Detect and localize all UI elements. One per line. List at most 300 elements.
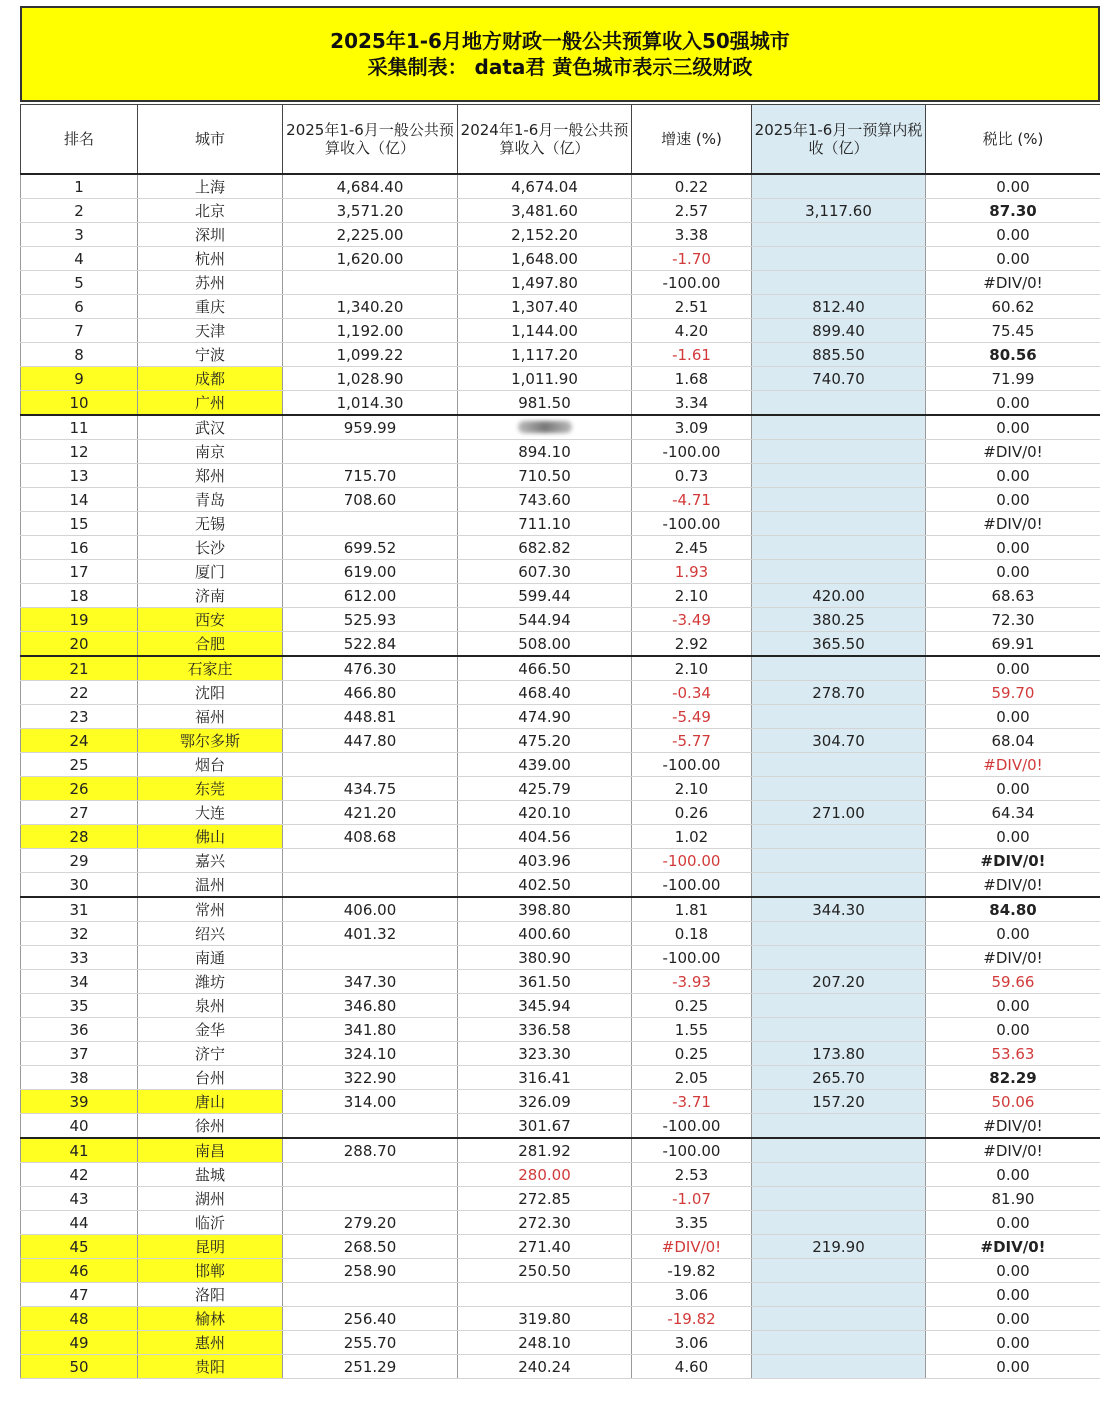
cell-revenue-2025[interactable] bbox=[283, 873, 458, 898]
cell-revenue-2025[interactable] bbox=[283, 1114, 458, 1139]
cell-rank[interactable]: 45 bbox=[21, 1235, 138, 1259]
cell-tax-2025[interactable] bbox=[752, 849, 926, 873]
cell-city[interactable]: 南昌 bbox=[138, 1138, 283, 1163]
cell-revenue-2025[interactable]: 421.20 bbox=[283, 801, 458, 825]
cell-tax-ratio[interactable]: 87.30 bbox=[926, 199, 1101, 223]
cell-revenue-2024[interactable]: 248.10 bbox=[458, 1331, 632, 1355]
cell-tax-ratio[interactable]: #DIV/0! bbox=[926, 512, 1101, 536]
cell-tax-2025[interactable] bbox=[752, 271, 926, 295]
cell-revenue-2024[interactable] bbox=[458, 1283, 632, 1307]
cell-city[interactable]: 南京 bbox=[138, 440, 283, 464]
cell-city[interactable]: 郑州 bbox=[138, 464, 283, 488]
cell-rank[interactable]: 46 bbox=[21, 1259, 138, 1283]
cell-revenue-2024[interactable]: 743.60 bbox=[458, 488, 632, 512]
cell-growth[interactable]: 3.09 bbox=[632, 415, 752, 440]
cell-revenue-2025[interactable]: 401.32 bbox=[283, 922, 458, 946]
cell-tax-2025[interactable] bbox=[752, 560, 926, 584]
cell-tax-ratio[interactable]: 60.62 bbox=[926, 295, 1101, 319]
cell-revenue-2025[interactable]: 522.84 bbox=[283, 632, 458, 657]
cell-revenue-2024[interactable]: 439.00 bbox=[458, 753, 632, 777]
cell-revenue-2024[interactable]: 272.85 bbox=[458, 1187, 632, 1211]
cell-city[interactable]: 佛山 bbox=[138, 825, 283, 849]
cell-growth[interactable]: -100.00 bbox=[632, 849, 752, 873]
cell-city[interactable]: 长沙 bbox=[138, 536, 283, 560]
cell-city[interactable]: 宁波 bbox=[138, 343, 283, 367]
cell-tax-ratio[interactable]: 0.00 bbox=[926, 1163, 1101, 1187]
cell-city[interactable]: 惠州 bbox=[138, 1331, 283, 1355]
cell-revenue-2024[interactable]: 468.40 bbox=[458, 681, 632, 705]
cell-rank[interactable]: 18 bbox=[21, 584, 138, 608]
cell-tax-2025[interactable]: 885.50 bbox=[752, 343, 926, 367]
cell-growth[interactable]: 0.25 bbox=[632, 1042, 752, 1066]
cell-tax-ratio[interactable]: 68.63 bbox=[926, 584, 1101, 608]
cell-growth[interactable]: 1.68 bbox=[632, 367, 752, 391]
cell-tax-ratio[interactable]: 59.66 bbox=[926, 970, 1101, 994]
cell-rank[interactable]: 43 bbox=[21, 1187, 138, 1211]
cell-tax-ratio[interactable]: 0.00 bbox=[926, 994, 1101, 1018]
cell-revenue-2025[interactable]: 279.20 bbox=[283, 1211, 458, 1235]
cell-revenue-2024[interactable]: 272.30 bbox=[458, 1211, 632, 1235]
cell-growth[interactable]: -19.82 bbox=[632, 1307, 752, 1331]
cell-revenue-2024[interactable]: 336.58 bbox=[458, 1018, 632, 1042]
cell-tax-ratio[interactable]: 69.91 bbox=[926, 632, 1101, 657]
cell-growth[interactable]: 3.35 bbox=[632, 1211, 752, 1235]
cell-tax-2025[interactable] bbox=[752, 705, 926, 729]
cell-tax-ratio[interactable]: #DIV/0! bbox=[926, 849, 1101, 873]
cell-city[interactable]: 青岛 bbox=[138, 488, 283, 512]
cell-city[interactable]: 温州 bbox=[138, 873, 283, 898]
cell-tax-2025[interactable] bbox=[752, 1331, 926, 1355]
cell-rank[interactable]: 48 bbox=[21, 1307, 138, 1331]
cell-revenue-2024[interactable]: 711.10 bbox=[458, 512, 632, 536]
cell-rank[interactable]: 38 bbox=[21, 1066, 138, 1090]
cell-revenue-2025[interactable]: 1,620.00 bbox=[283, 247, 458, 271]
cell-revenue-2024[interactable]: 981.50 bbox=[458, 391, 632, 416]
cell-tax-2025[interactable]: 420.00 bbox=[752, 584, 926, 608]
cell-rank[interactable]: 50 bbox=[21, 1355, 138, 1379]
cell-rank[interactable]: 23 bbox=[21, 705, 138, 729]
cell-rank[interactable]: 20 bbox=[21, 632, 138, 657]
cell-growth[interactable]: #DIV/0! bbox=[632, 1235, 752, 1259]
cell-tax-ratio[interactable]: 0.00 bbox=[926, 1283, 1101, 1307]
cell-rank[interactable]: 41 bbox=[21, 1138, 138, 1163]
cell-revenue-2025[interactable] bbox=[283, 1163, 458, 1187]
cell-revenue-2024[interactable]: 474.90 bbox=[458, 705, 632, 729]
cell-growth[interactable]: -100.00 bbox=[632, 512, 752, 536]
cell-city[interactable]: 盐城 bbox=[138, 1163, 283, 1187]
cell-tax-2025[interactable] bbox=[752, 994, 926, 1018]
cell-city[interactable]: 厦门 bbox=[138, 560, 283, 584]
cell-growth[interactable]: 0.26 bbox=[632, 801, 752, 825]
cell-growth[interactable]: -3.49 bbox=[632, 608, 752, 632]
cell-city[interactable]: 嘉兴 bbox=[138, 849, 283, 873]
cell-tax-ratio[interactable]: 72.30 bbox=[926, 608, 1101, 632]
cell-tax-ratio[interactable]: #DIV/0! bbox=[926, 271, 1101, 295]
cell-city[interactable]: 南通 bbox=[138, 946, 283, 970]
header-tax-2025[interactable]: 2025年1-6月一预算内税收（亿） bbox=[752, 105, 926, 175]
cell-growth[interactable]: -5.49 bbox=[632, 705, 752, 729]
cell-city[interactable]: 苏州 bbox=[138, 271, 283, 295]
cell-growth[interactable]: -1.07 bbox=[632, 1187, 752, 1211]
cell-rank[interactable]: 17 bbox=[21, 560, 138, 584]
cell-tax-2025[interactable] bbox=[752, 391, 926, 416]
cell-growth[interactable]: 2.45 bbox=[632, 536, 752, 560]
cell-revenue-2025[interactable]: 466.80 bbox=[283, 681, 458, 705]
cell-revenue-2025[interactable] bbox=[283, 849, 458, 873]
cell-growth[interactable]: 2.10 bbox=[632, 777, 752, 801]
cell-growth[interactable]: -1.70 bbox=[632, 247, 752, 271]
cell-city[interactable]: 西安 bbox=[138, 608, 283, 632]
cell-tax-2025[interactable] bbox=[752, 415, 926, 440]
cell-rank[interactable]: 37 bbox=[21, 1042, 138, 1066]
cell-revenue-2025[interactable]: 255.70 bbox=[283, 1331, 458, 1355]
cell-city[interactable]: 武汉 bbox=[138, 415, 283, 440]
cell-rank[interactable]: 1 bbox=[21, 174, 138, 199]
cell-city[interactable]: 深圳 bbox=[138, 223, 283, 247]
cell-tax-2025[interactable] bbox=[752, 1018, 926, 1042]
cell-revenue-2024[interactable]: 3,481.60 bbox=[458, 199, 632, 223]
cell-tax-ratio[interactable]: 82.29 bbox=[926, 1066, 1101, 1090]
cell-tax-2025[interactable]: 344.30 bbox=[752, 897, 926, 922]
header-revenue-2024[interactable]: 2024年1-6月一般公共预算收入（亿） bbox=[458, 105, 632, 175]
cell-city[interactable]: 洛阳 bbox=[138, 1283, 283, 1307]
cell-rank[interactable]: 27 bbox=[21, 801, 138, 825]
cell-city[interactable]: 上海 bbox=[138, 174, 283, 199]
cell-revenue-2024[interactable]: 281.92 bbox=[458, 1138, 632, 1163]
cell-rank[interactable]: 11 bbox=[21, 415, 138, 440]
cell-revenue-2024[interactable]: 345.94 bbox=[458, 994, 632, 1018]
cell-tax-ratio[interactable]: #DIV/0! bbox=[926, 440, 1101, 464]
cell-tax-ratio[interactable]: 0.00 bbox=[926, 415, 1101, 440]
cell-growth[interactable]: 3.38 bbox=[632, 223, 752, 247]
cell-rank[interactable]: 21 bbox=[21, 656, 138, 681]
cell-rank[interactable]: 33 bbox=[21, 946, 138, 970]
cell-revenue-2024[interactable]: 404.56 bbox=[458, 825, 632, 849]
cell-city[interactable]: 台州 bbox=[138, 1066, 283, 1090]
cell-revenue-2024[interactable]: 316.41 bbox=[458, 1066, 632, 1090]
cell-revenue-2025[interactable]: 324.10 bbox=[283, 1042, 458, 1066]
cell-revenue-2024[interactable]: 894.10 bbox=[458, 440, 632, 464]
cell-revenue-2025[interactable] bbox=[283, 753, 458, 777]
cell-rank[interactable]: 36 bbox=[21, 1018, 138, 1042]
cell-revenue-2024[interactable]: 475.20 bbox=[458, 729, 632, 753]
cell-rank[interactable]: 7 bbox=[21, 319, 138, 343]
cell-tax-2025[interactable]: 304.70 bbox=[752, 729, 926, 753]
header-city[interactable]: 城市 bbox=[138, 105, 283, 175]
cell-tax-2025[interactable]: 173.80 bbox=[752, 1042, 926, 1066]
cell-revenue-2024[interactable]: 403.96 bbox=[458, 849, 632, 873]
header-growth[interactable]: 增速 (%) bbox=[632, 105, 752, 175]
cell-city[interactable]: 泉州 bbox=[138, 994, 283, 1018]
cell-revenue-2024[interactable]: 466.50 bbox=[458, 656, 632, 681]
cell-revenue-2025[interactable]: 715.70 bbox=[283, 464, 458, 488]
cell-growth[interactable]: -4.71 bbox=[632, 488, 752, 512]
cell-city[interactable]: 湖州 bbox=[138, 1187, 283, 1211]
cell-growth[interactable]: 1.81 bbox=[632, 897, 752, 922]
cell-city[interactable]: 榆林 bbox=[138, 1307, 283, 1331]
cell-revenue-2024[interactable]: 323.30 bbox=[458, 1042, 632, 1066]
header-rank[interactable]: 排名 bbox=[21, 105, 138, 175]
cell-tax-ratio[interactable]: 0.00 bbox=[926, 247, 1101, 271]
cell-rank[interactable]: 40 bbox=[21, 1114, 138, 1139]
cell-revenue-2025[interactable] bbox=[283, 512, 458, 536]
cell-city[interactable]: 徐州 bbox=[138, 1114, 283, 1139]
cell-rank[interactable]: 31 bbox=[21, 897, 138, 922]
cell-growth[interactable]: 0.73 bbox=[632, 464, 752, 488]
cell-tax-ratio[interactable]: 84.80 bbox=[926, 897, 1101, 922]
cell-tax-2025[interactable]: 899.40 bbox=[752, 319, 926, 343]
cell-growth[interactable]: 3.06 bbox=[632, 1331, 752, 1355]
cell-rank[interactable]: 4 bbox=[21, 247, 138, 271]
cell-revenue-2025[interactable]: 448.81 bbox=[283, 705, 458, 729]
cell-city[interactable]: 石家庄 bbox=[138, 656, 283, 681]
cell-revenue-2024[interactable]: 380.90 bbox=[458, 946, 632, 970]
cell-tax-ratio[interactable]: 0.00 bbox=[926, 536, 1101, 560]
cell-tax-ratio[interactable]: #DIV/0! bbox=[926, 946, 1101, 970]
cell-city[interactable]: 贵阳 bbox=[138, 1355, 283, 1379]
cell-growth[interactable]: 2.05 bbox=[632, 1066, 752, 1090]
cell-tax-ratio[interactable]: 68.04 bbox=[926, 729, 1101, 753]
cell-city[interactable]: 无锡 bbox=[138, 512, 283, 536]
cell-tax-ratio[interactable]: 50.06 bbox=[926, 1090, 1101, 1114]
cell-growth[interactable]: -100.00 bbox=[632, 873, 752, 898]
cell-tax-ratio[interactable]: 0.00 bbox=[926, 488, 1101, 512]
cell-tax-ratio[interactable]: 0.00 bbox=[926, 464, 1101, 488]
cell-tax-ratio[interactable]: #DIV/0! bbox=[926, 1235, 1101, 1259]
cell-revenue-2024[interactable]: 319.80 bbox=[458, 1307, 632, 1331]
cell-rank[interactable]: 10 bbox=[21, 391, 138, 416]
cell-rank[interactable]: 47 bbox=[21, 1283, 138, 1307]
cell-growth[interactable]: 0.25 bbox=[632, 994, 752, 1018]
cell-revenue-2025[interactable]: 314.00 bbox=[283, 1090, 458, 1114]
cell-revenue-2025[interactable]: 1,340.20 bbox=[283, 295, 458, 319]
cell-tax-2025[interactable]: 157.20 bbox=[752, 1090, 926, 1114]
cell-revenue-2025[interactable]: 525.93 bbox=[283, 608, 458, 632]
cell-revenue-2025[interactable]: 346.80 bbox=[283, 994, 458, 1018]
cell-revenue-2025[interactable]: 288.70 bbox=[283, 1138, 458, 1163]
cell-revenue-2024[interactable]: 402.50 bbox=[458, 873, 632, 898]
cell-tax-2025[interactable]: 278.70 bbox=[752, 681, 926, 705]
cell-tax-2025[interactable] bbox=[752, 174, 926, 199]
header-revenue-2025[interactable]: 2025年1-6月一般公共预算收入（亿） bbox=[283, 105, 458, 175]
cell-revenue-2025[interactable]: 434.75 bbox=[283, 777, 458, 801]
cell-revenue-2024[interactable]: 326.09 bbox=[458, 1090, 632, 1114]
cell-tax-ratio[interactable]: 0.00 bbox=[926, 223, 1101, 247]
cell-city[interactable]: 绍兴 bbox=[138, 922, 283, 946]
cell-city[interactable]: 常州 bbox=[138, 897, 283, 922]
cell-tax-2025[interactable] bbox=[752, 488, 926, 512]
cell-city[interactable]: 金华 bbox=[138, 1018, 283, 1042]
cell-city[interactable]: 成都 bbox=[138, 367, 283, 391]
cell-growth[interactable]: -100.00 bbox=[632, 753, 752, 777]
cell-growth[interactable]: -5.77 bbox=[632, 729, 752, 753]
cell-city[interactable]: 唐山 bbox=[138, 1090, 283, 1114]
cell-revenue-2025[interactable]: 1,099.22 bbox=[283, 343, 458, 367]
cell-rank[interactable]: 24 bbox=[21, 729, 138, 753]
cell-tax-2025[interactable] bbox=[752, 1114, 926, 1139]
cell-revenue-2025[interactable]: 256.40 bbox=[283, 1307, 458, 1331]
cell-growth[interactable]: -100.00 bbox=[632, 440, 752, 464]
cell-rank[interactable]: 26 bbox=[21, 777, 138, 801]
cell-tax-2025[interactable] bbox=[752, 1355, 926, 1379]
cell-tax-2025[interactable] bbox=[752, 656, 926, 681]
cell-rank[interactable]: 29 bbox=[21, 849, 138, 873]
cell-revenue-2024[interactable]: 508.00 bbox=[458, 632, 632, 657]
cell-revenue-2025[interactable]: 322.90 bbox=[283, 1066, 458, 1090]
cell-growth[interactable]: 2.10 bbox=[632, 584, 752, 608]
cell-revenue-2025[interactable] bbox=[283, 271, 458, 295]
cell-revenue-2025[interactable] bbox=[283, 1283, 458, 1307]
cell-tax-2025[interactable]: 740.70 bbox=[752, 367, 926, 391]
cell-tax-ratio[interactable]: 0.00 bbox=[926, 1018, 1101, 1042]
cell-tax-ratio[interactable]: 0.00 bbox=[926, 825, 1101, 849]
cell-revenue-2024[interactable]: 4,674.04 bbox=[458, 174, 632, 199]
cell-tax-ratio[interactable]: 0.00 bbox=[926, 174, 1101, 199]
cell-tax-ratio[interactable]: 0.00 bbox=[926, 777, 1101, 801]
cell-revenue-2024[interactable]: 301.67 bbox=[458, 1114, 632, 1139]
cell-revenue-2024[interactable]: 2,152.20 bbox=[458, 223, 632, 247]
cell-tax-2025[interactable]: 265.70 bbox=[752, 1066, 926, 1090]
cell-tax-ratio[interactable]: 53.63 bbox=[926, 1042, 1101, 1066]
cell-rank[interactable]: 49 bbox=[21, 1331, 138, 1355]
cell-tax-ratio[interactable]: 0.00 bbox=[926, 1307, 1101, 1331]
cell-city[interactable]: 邯郸 bbox=[138, 1259, 283, 1283]
cell-tax-2025[interactable] bbox=[752, 922, 926, 946]
cell-tax-2025[interactable] bbox=[752, 753, 926, 777]
cell-revenue-2025[interactable]: 1,192.00 bbox=[283, 319, 458, 343]
cell-tax-2025[interactable]: 380.25 bbox=[752, 608, 926, 632]
cell-growth[interactable]: 2.10 bbox=[632, 656, 752, 681]
cell-rank[interactable]: 19 bbox=[21, 608, 138, 632]
cell-tax-ratio[interactable]: 81.90 bbox=[926, 1187, 1101, 1211]
cell-tax-ratio[interactable]: 0.00 bbox=[926, 1259, 1101, 1283]
cell-tax-ratio[interactable]: #DIV/0! bbox=[926, 873, 1101, 898]
cell-revenue-2025[interactable]: 347.30 bbox=[283, 970, 458, 994]
cell-rank[interactable]: 44 bbox=[21, 1211, 138, 1235]
cell-tax-2025[interactable]: 365.50 bbox=[752, 632, 926, 657]
cell-growth[interactable]: 2.53 bbox=[632, 1163, 752, 1187]
cell-revenue-2024[interactable]: 599.44 bbox=[458, 584, 632, 608]
cell-revenue-2025[interactable]: 476.30 bbox=[283, 656, 458, 681]
cell-rank[interactable]: 39 bbox=[21, 1090, 138, 1114]
cell-rank[interactable]: 32 bbox=[21, 922, 138, 946]
cell-revenue-2025[interactable]: 612.00 bbox=[283, 584, 458, 608]
cell-rank[interactable]: 3 bbox=[21, 223, 138, 247]
cell-revenue-2024[interactable]: 544.94 bbox=[458, 608, 632, 632]
cell-tax-ratio[interactable]: 0.00 bbox=[926, 391, 1101, 416]
cell-rank[interactable]: 30 bbox=[21, 873, 138, 898]
cell-city[interactable]: 沈阳 bbox=[138, 681, 283, 705]
cell-growth[interactable]: -100.00 bbox=[632, 271, 752, 295]
cell-tax-2025[interactable] bbox=[752, 873, 926, 898]
cell-rank[interactable]: 22 bbox=[21, 681, 138, 705]
cell-city[interactable]: 合肥 bbox=[138, 632, 283, 657]
cell-revenue-2025[interactable]: 268.50 bbox=[283, 1235, 458, 1259]
cell-revenue-2024[interactable]: 1,648.00 bbox=[458, 247, 632, 271]
cell-city[interactable]: 福州 bbox=[138, 705, 283, 729]
cell-revenue-2024[interactable]: 1,497.80 bbox=[458, 271, 632, 295]
cell-tax-2025[interactable] bbox=[752, 1163, 926, 1187]
cell-growth[interactable]: -1.61 bbox=[632, 343, 752, 367]
cell-tax-2025[interactable] bbox=[752, 1307, 926, 1331]
cell-tax-2025[interactable]: 207.20 bbox=[752, 970, 926, 994]
cell-tax-ratio[interactable]: 0.00 bbox=[926, 1355, 1101, 1379]
cell-tax-ratio[interactable]: 59.70 bbox=[926, 681, 1101, 705]
cell-rank[interactable]: 14 bbox=[21, 488, 138, 512]
cell-tax-ratio[interactable]: #DIV/0! bbox=[926, 1114, 1101, 1139]
cell-tax-2025[interactable] bbox=[752, 1283, 926, 1307]
cell-revenue-2024[interactable]: 400.60 bbox=[458, 922, 632, 946]
cell-growth[interactable]: -0.34 bbox=[632, 681, 752, 705]
cell-revenue-2024[interactable]: 1,117.20 bbox=[458, 343, 632, 367]
cell-revenue-2024[interactable]: 1,307.40 bbox=[458, 295, 632, 319]
cell-revenue-2024[interactable]: 1,144.00 bbox=[458, 319, 632, 343]
cell-revenue-2025[interactable]: 1,028.90 bbox=[283, 367, 458, 391]
cell-tax-2025[interactable] bbox=[752, 1211, 926, 1235]
cell-city[interactable]: 广州 bbox=[138, 391, 283, 416]
cell-revenue-2025[interactable]: 251.29 bbox=[283, 1355, 458, 1379]
cell-rank[interactable]: 35 bbox=[21, 994, 138, 1018]
cell-tax-ratio[interactable]: 0.00 bbox=[926, 705, 1101, 729]
cell-revenue-2024[interactable]: 250.50 bbox=[458, 1259, 632, 1283]
cell-growth[interactable]: 0.22 bbox=[632, 174, 752, 199]
cell-revenue-2025[interactable]: 708.60 bbox=[283, 488, 458, 512]
cell-tax-2025[interactable] bbox=[752, 223, 926, 247]
cell-tax-2025[interactable] bbox=[752, 1259, 926, 1283]
cell-rank[interactable]: 28 bbox=[21, 825, 138, 849]
cell-revenue-2025[interactable]: 258.90 bbox=[283, 1259, 458, 1283]
cell-tax-2025[interactable] bbox=[752, 1187, 926, 1211]
cell-tax-2025[interactable] bbox=[752, 464, 926, 488]
cell-city[interactable]: 昆明 bbox=[138, 1235, 283, 1259]
cell-tax-ratio[interactable]: 0.00 bbox=[926, 656, 1101, 681]
cell-revenue-2025[interactable] bbox=[283, 946, 458, 970]
cell-city[interactable]: 济南 bbox=[138, 584, 283, 608]
cell-revenue-2024[interactable]: 280.00 bbox=[458, 1163, 632, 1187]
cell-tax-ratio[interactable]: 75.45 bbox=[926, 319, 1101, 343]
cell-growth[interactable]: 3.34 bbox=[632, 391, 752, 416]
cell-growth[interactable]: 4.20 bbox=[632, 319, 752, 343]
cell-tax-2025[interactable] bbox=[752, 512, 926, 536]
cell-city[interactable]: 东莞 bbox=[138, 777, 283, 801]
cell-tax-ratio[interactable]: 0.00 bbox=[926, 922, 1101, 946]
cell-tax-2025[interactable]: 3,117.60 bbox=[752, 199, 926, 223]
cell-tax-2025[interactable] bbox=[752, 825, 926, 849]
cell-rank[interactable]: 13 bbox=[21, 464, 138, 488]
cell-rank[interactable]: 9 bbox=[21, 367, 138, 391]
cell-growth[interactable]: 1.93 bbox=[632, 560, 752, 584]
cell-rank[interactable]: 16 bbox=[21, 536, 138, 560]
cell-tax-2025[interactable] bbox=[752, 946, 926, 970]
cell-revenue-2025[interactable]: 4,684.40 bbox=[283, 174, 458, 199]
cell-city[interactable]: 北京 bbox=[138, 199, 283, 223]
cell-growth[interactable]: 3.06 bbox=[632, 1283, 752, 1307]
cell-revenue-2025[interactable]: 1,014.30 bbox=[283, 391, 458, 416]
cell-rank[interactable]: 5 bbox=[21, 271, 138, 295]
cell-tax-ratio[interactable]: 80.56 bbox=[926, 343, 1101, 367]
cell-tax-ratio[interactable]: 0.00 bbox=[926, 1331, 1101, 1355]
cell-revenue-2025[interactable]: 341.80 bbox=[283, 1018, 458, 1042]
cell-city[interactable]: 天津 bbox=[138, 319, 283, 343]
cell-revenue-2024[interactable] bbox=[458, 415, 632, 440]
cell-growth[interactable]: 1.55 bbox=[632, 1018, 752, 1042]
cell-revenue-2024[interactable]: 420.10 bbox=[458, 801, 632, 825]
cell-rank[interactable]: 34 bbox=[21, 970, 138, 994]
cell-tax-ratio[interactable]: #DIV/0! bbox=[926, 1138, 1101, 1163]
cell-city[interactable]: 重庆 bbox=[138, 295, 283, 319]
cell-growth[interactable]: 2.92 bbox=[632, 632, 752, 657]
cell-tax-2025[interactable] bbox=[752, 440, 926, 464]
